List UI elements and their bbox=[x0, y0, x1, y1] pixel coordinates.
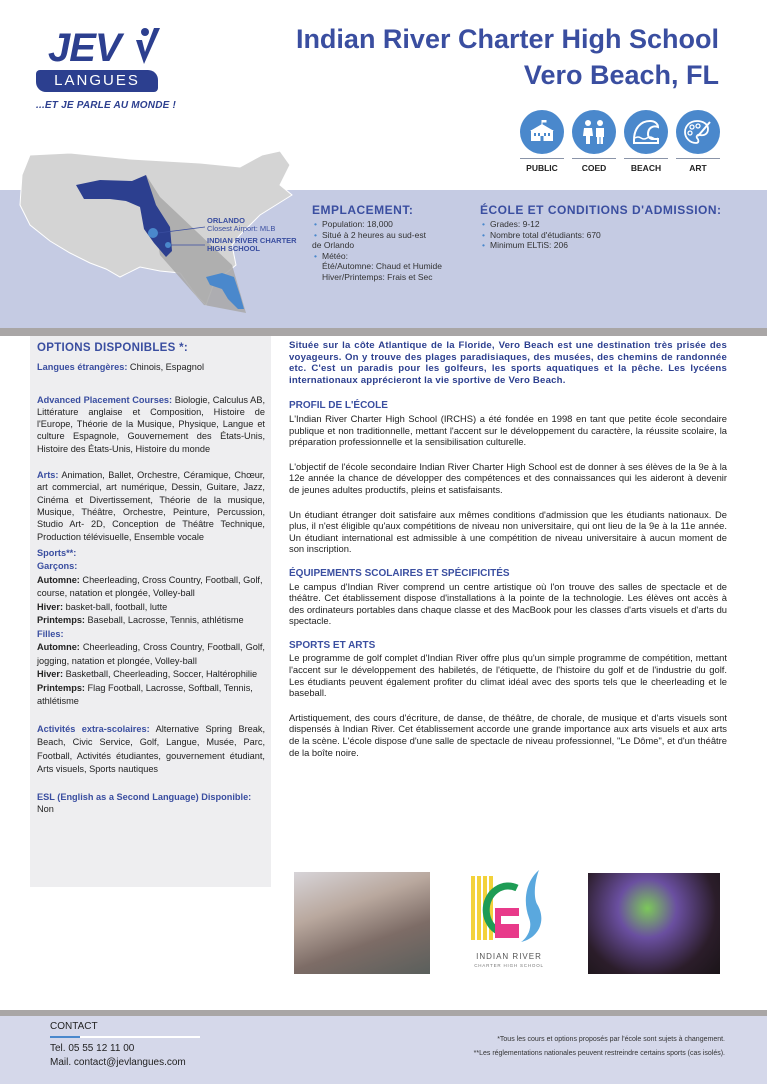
wave-icon bbox=[631, 118, 661, 146]
school-dot bbox=[165, 242, 171, 248]
equipements-paragraph: Le campus d'Indian River comprend un centre artistique où l'on trouve des salles de spectacle et de théâtre. Cet établissement dispose d'installations à la pointe de la technologie. Les élèves ont accès à des ordinateurs portables dans chaque classe et des MacBook pour les classes d'arts visuels et d'arts du spectacle. bbox=[289, 580, 727, 627]
map-label-airport: Closest Airport: MLB bbox=[207, 224, 276, 233]
contact-title: CONTACT bbox=[50, 1021, 98, 1032]
logo-wordmark: JEV bbox=[48, 26, 121, 70]
season-label: Hiver: bbox=[37, 669, 64, 680]
divider bbox=[0, 328, 767, 336]
season-value: Basketball, Cheerleading, Soccer, Haltérophilie bbox=[63, 669, 258, 680]
emplacement-section bbox=[312, 203, 462, 282]
badge-art bbox=[676, 110, 720, 173]
badge-label: PUBLIC bbox=[526, 163, 558, 173]
contact-phone: Tel. 05 55 12 11 00 bbox=[50, 1043, 135, 1054]
extra-value: Alternative Spring Break, Beach, Civic Service, Golf, Langue, Musée, Parc, Football, Activités étudiantes, gouvernement étudiant, Arts visuels, Sports nautiques bbox=[37, 723, 266, 775]
indian-river-logo bbox=[467, 868, 551, 972]
esl-value: Non bbox=[37, 804, 54, 815]
ir-logo-sub: CHARTER HIGH SCHOOL bbox=[474, 963, 544, 968]
profil-paragraph: L'Indian River Charter High School (IRCHS) a été fondée en 1998 en tant que petite école secondaire publique et non traditionnelle, mettant l'accent sur le développement du caractère, la réussite scolaire, la préparation professionnelle et la sensibilisation culturelle. bbox=[289, 412, 727, 448]
dancers-photo bbox=[294, 872, 430, 974]
badge-label: ART bbox=[689, 163, 707, 173]
options-sidebar bbox=[30, 336, 271, 887]
badge-beach bbox=[624, 110, 668, 173]
season-label: Printemps: bbox=[37, 615, 85, 626]
ir-logo-mark-icon bbox=[467, 868, 551, 948]
school-building-icon bbox=[528, 120, 556, 144]
options-heading: OPTIONS DISPONIBLES *: bbox=[37, 342, 189, 354]
trombone-player-photo bbox=[588, 873, 720, 974]
sports-label: Sports**: bbox=[37, 547, 77, 558]
logo-tagline: ...ET JE PARLE AU MONDE ! bbox=[36, 100, 177, 111]
ecole-item: • Nombre total d'étudiants: 670 bbox=[480, 230, 740, 241]
season-label: Automne: bbox=[37, 574, 80, 585]
badge-label: BEACH bbox=[630, 163, 662, 173]
esl-label: ESL (English as a Second Language) Disponible: bbox=[37, 791, 252, 802]
season-value: Baseball, Lacrosse, Tennis, athlétisme bbox=[85, 615, 244, 626]
logo-band: LANGUES bbox=[36, 70, 158, 92]
map-label-orlando: ORLANDO bbox=[207, 216, 245, 225]
school-title: Indian River Charter High School bbox=[295, 24, 719, 54]
school-location: Vero Beach, FL bbox=[523, 60, 719, 90]
badge-coed bbox=[572, 110, 616, 173]
orlando-dot bbox=[148, 228, 158, 238]
season-label: Automne: bbox=[37, 642, 80, 653]
profil-paragraph: Un étudiant étranger doit satisfaire aux mêmes conditions d'admission que les étudiants nationaux. De plus, il n'est éligible qu'aux compétitions de niveau non universitaire, qui ont lieu de la 9e à la 11e année. Un étudiant international est admissible à une compétition de niveau universitaire à aucun moment de son inscription. bbox=[289, 508, 727, 555]
season-value: Cheerleading, Cross Country, Football, Golf, jogging, natation et plongée, Volley-ball bbox=[37, 642, 265, 666]
equipements-heading: ÉQUIPEMENTS SCOLAIRES ET SPÉCIFICITÉS bbox=[289, 567, 510, 579]
contact-email: Mail. contact@jevlangues.com bbox=[50, 1057, 186, 1068]
emplacement-item: • Population: 18,000 bbox=[312, 219, 462, 230]
ecole-heading: ÉCOLE ET CONDITIONS D'ADMISSION: bbox=[480, 203, 722, 217]
extra-label: Activités extra-scolaires: bbox=[37, 723, 150, 734]
sports-arts-paragraph: Le programme de golf complet d'Indian River offre plus qu'un simple programme de compétition, mettant l'accent sur le développement des habiletés, de l'étiquette, de l'histoire du golf et de l'industrie du golf. Les étudiants peuvent également profiter du climat idéal avec des sports tels que le cheerleading et le baseball. bbox=[289, 652, 727, 699]
sports-arts-heading: SPORTS ET ARTS bbox=[289, 639, 376, 651]
ap-value: Biologie, Calculus AB, Littérature anglaise et Composition, Histoire de l'Europe, Théorie de la Musique, Physique, Langue et culture Espagnole, Gouvernement des États-Unis, Histoire des États-Unis, Histoire du monde bbox=[37, 394, 265, 454]
ecole-item: • Minimum ELTiS: 206 bbox=[480, 240, 740, 251]
boy-girl-icon bbox=[580, 118, 608, 146]
us-map bbox=[0, 145, 310, 325]
langues-value: Chinois, Espagnol bbox=[127, 362, 204, 373]
badge-label: COED bbox=[581, 163, 607, 173]
arts-value: Animation, Ballet, Orchestre, Céramique, Chœur, art commercial, art numérique, Dessin, Guitare, Jazz, Cinéma et Divertissement, Théorie de la musique, Musique, Théâtre, Orchestre, Peinture, Percussion, Studio Art- 2D, Conception de Théâtre Technique, Production télévisuelle, Ensemble vocale bbox=[37, 470, 265, 542]
profil-heading: PROFIL DE L'ÉCOLE bbox=[289, 400, 388, 412]
season-label: Printemps: bbox=[37, 682, 85, 693]
footnote-courses: *Tous les cours et options proposés par l'école sont sujets à changement. bbox=[497, 1036, 725, 1043]
feature-badges bbox=[520, 110, 720, 173]
ap-label: Advanced Placement Courses: bbox=[37, 394, 173, 405]
emplacement-item: • Météo: bbox=[312, 251, 462, 262]
main-content bbox=[289, 340, 727, 771]
profil-paragraph: L'objectif de l'école secondaire Indian River Charter High School est de donner à ses élèves de la 9e à la 12e année la chance de développer des compétences et des connaissances qui les aideront à devenir de jeunes adultes productifs, pleins et satisfaisants. bbox=[289, 460, 727, 495]
emplacement-item: de Orlando bbox=[312, 240, 355, 250]
sports-arts-paragraph: Artistiquement, des cours d'écriture, de danse, de théâtre, de chorale, de musique et d'arts visuels sont dispensés à Indian River. Cet établissement accorde une grande importance aux arts visuels et aux arts de la scène. L'école dispose d'une salle de spectacle de niveau professionnel, "Le Dôme", et d'un théâtre de la boîte noire. bbox=[289, 711, 727, 758]
season-value: Cheerleading, Cross Country, Football, Golf, course, natation et plongée, Volley-ball bbox=[37, 574, 263, 599]
season-label: Hiver: bbox=[37, 601, 64, 612]
badge-public bbox=[520, 110, 564, 173]
arts-label: Arts: bbox=[37, 470, 59, 481]
emplacement-item: Hiver/Printemps: Frais et Sec bbox=[322, 271, 433, 282]
emplacement-item: • Situé à 2 heures au sud-est bbox=[312, 230, 462, 241]
filles-label: Filles: bbox=[37, 628, 64, 639]
emplacement-item: Été/Automne: Chaud et Humide bbox=[322, 261, 443, 271]
logo-check-icon bbox=[134, 26, 160, 66]
jev-langues-logo bbox=[36, 26, 177, 116]
garcons-label: Garçons: bbox=[37, 561, 78, 572]
palette-icon bbox=[683, 118, 713, 146]
map-label-school-2: HIGH SCHOOL bbox=[207, 244, 260, 253]
footnote-sports: **Les réglementations nationales peuvent restreindre certains sports (cas isolés). bbox=[473, 1050, 725, 1057]
langues-label: Langues étrangères: bbox=[37, 362, 128, 373]
season-value: basket-ball, football, lutte bbox=[63, 601, 168, 612]
map-label-school: INDIAN RIVER CHARTER bbox=[207, 236, 297, 245]
ecole-item: • Grades: 9-12 bbox=[480, 219, 740, 230]
emplacement-heading: EMPLACEMENT: bbox=[312, 203, 414, 217]
intro-paragraph: Située sur la côte Atlantique de la Floride, Vero Beach est une destination très prisée des voyageurs. On y trouve des plages paradisiaques, des musées, des chemins de randonnée etc. C'est un paradis pour les golfeurs, les sports aquatiques et la pêche. Les lycéens internationaux apprécieront la vie sportive de Vero Beach. bbox=[289, 340, 727, 386]
ecole-section bbox=[480, 203, 740, 251]
season-value: Flag Football, Lacrosse, Softball, Tennis, athlétisme bbox=[37, 682, 253, 707]
ir-logo-name: INDIAN RIVER bbox=[476, 952, 542, 961]
